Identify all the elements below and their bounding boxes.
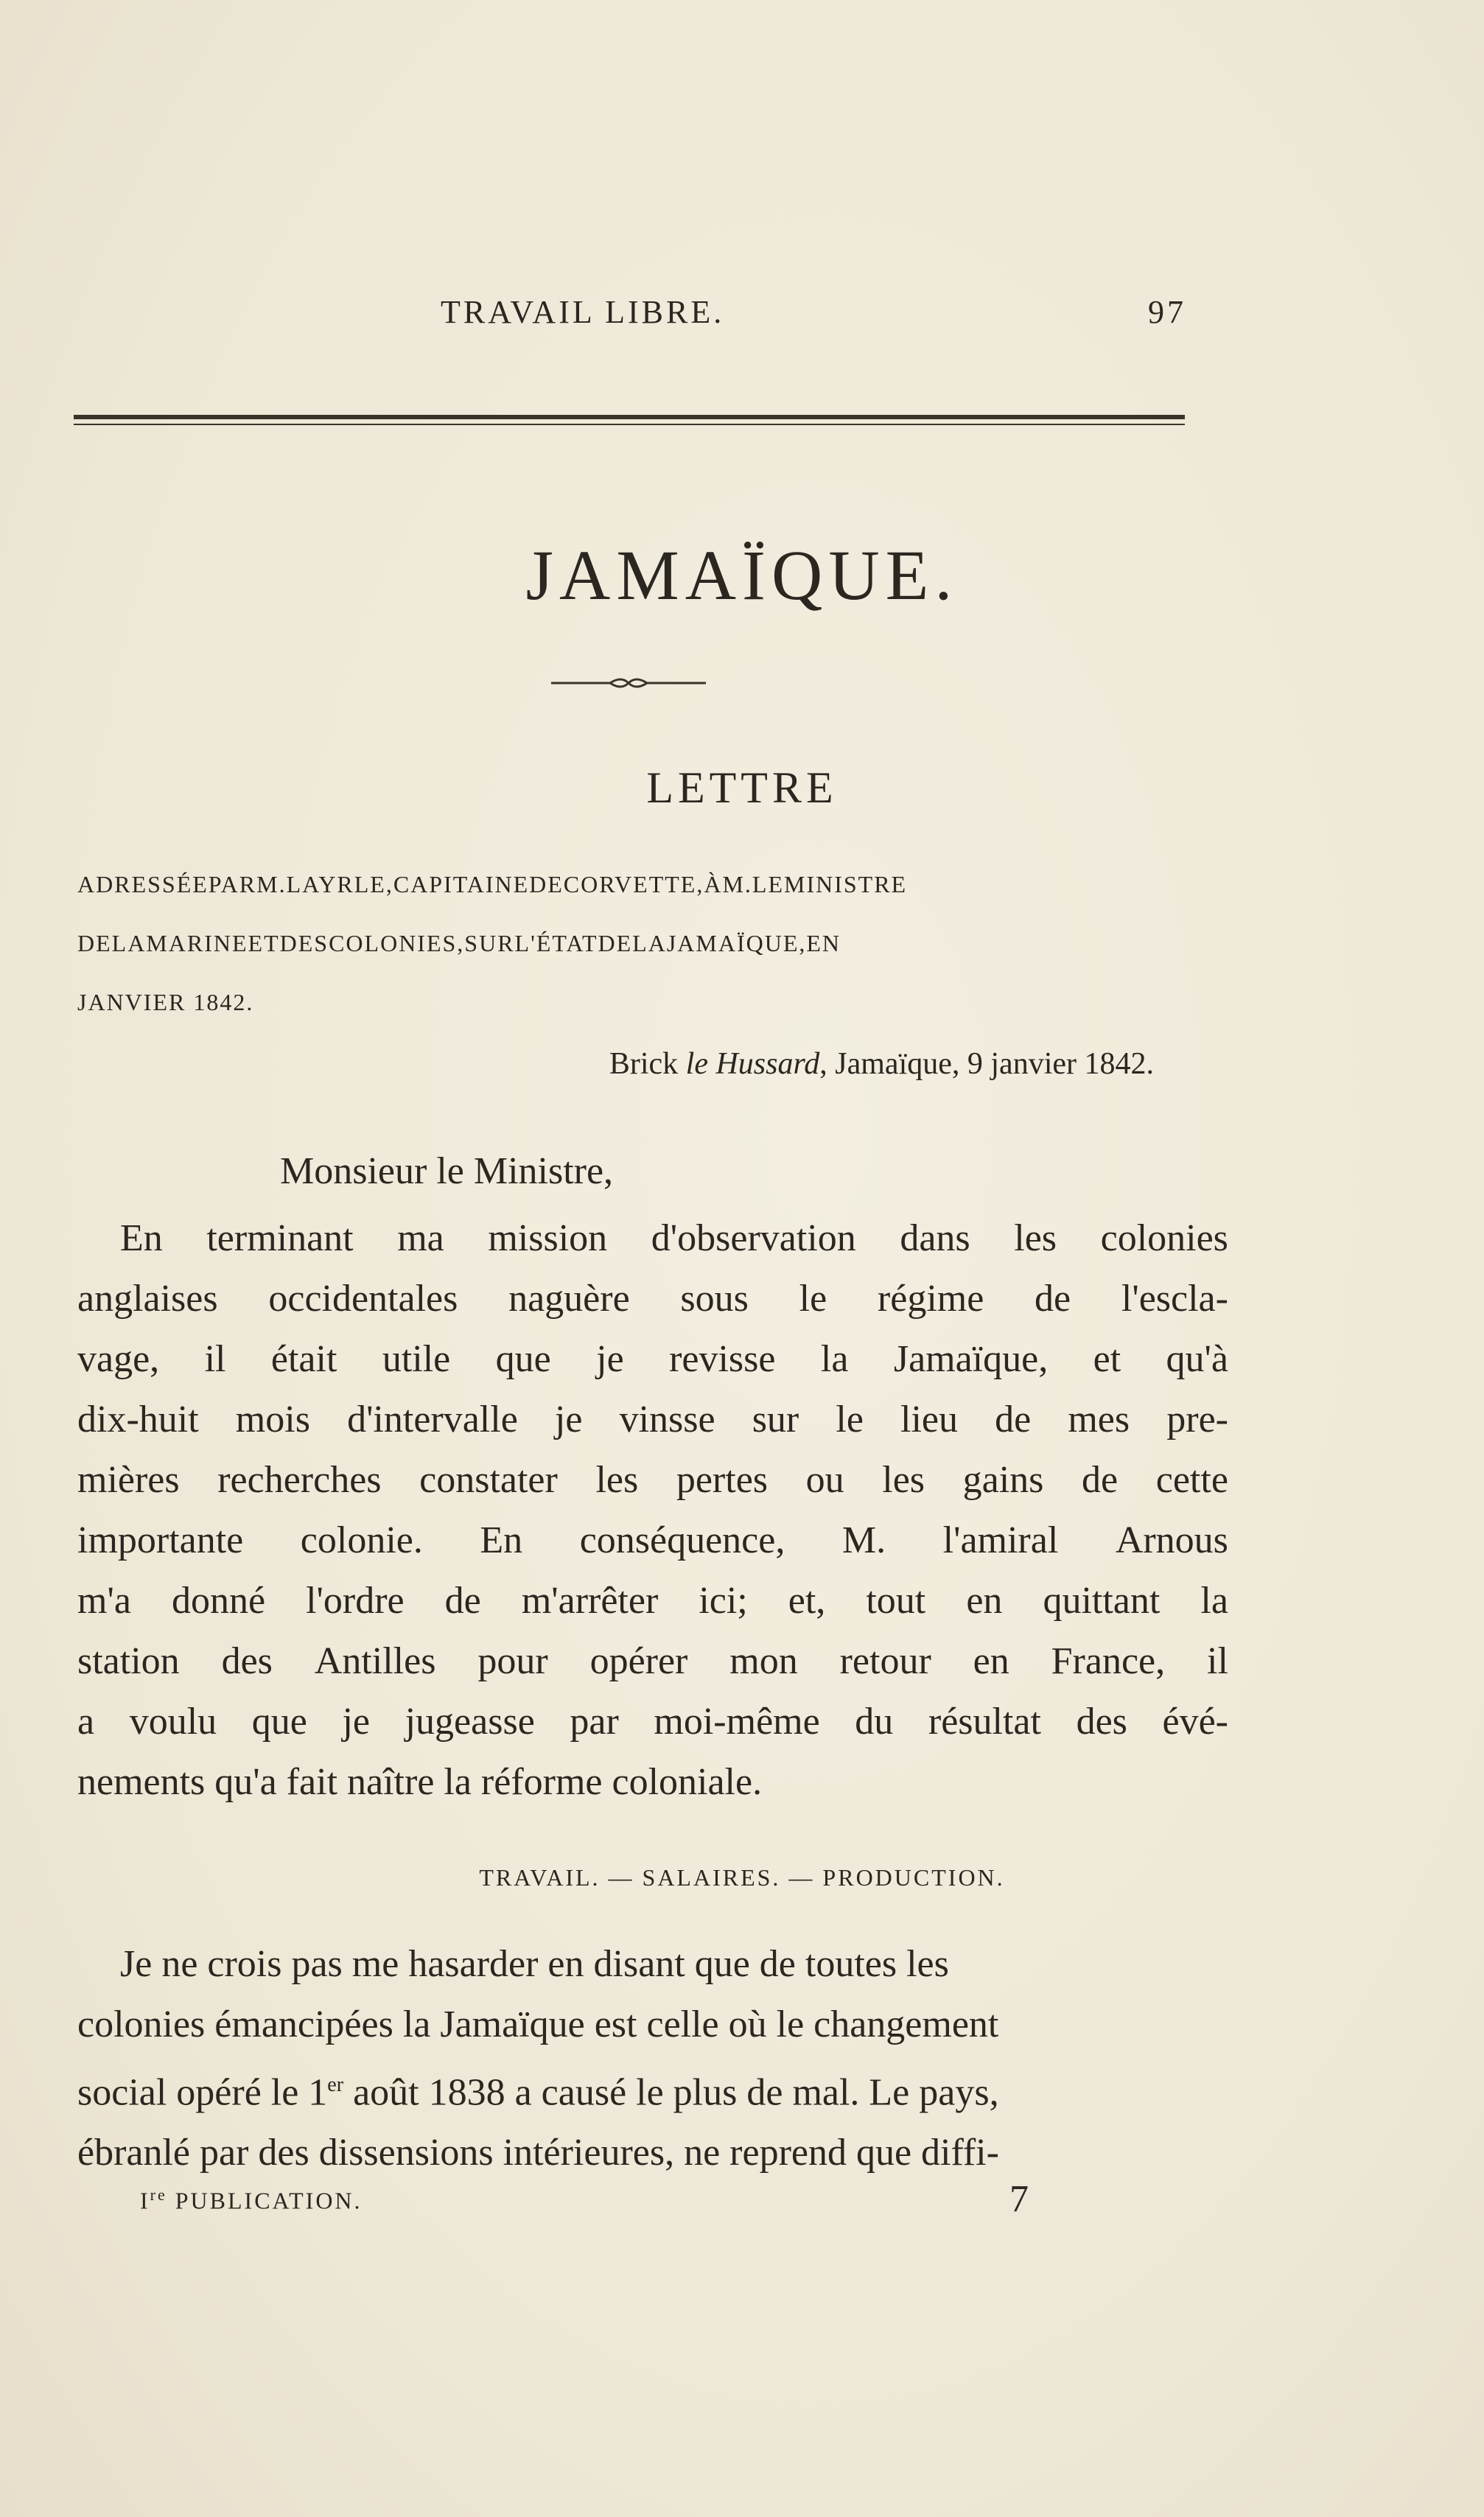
paragraph-1-word: résultat	[928, 1701, 1041, 1743]
paragraph-1-word: d'intervalle	[347, 1398, 518, 1440]
paragraph-1-word: de	[444, 1580, 481, 1622]
paragraph-1-word: Antilles	[314, 1640, 436, 1682]
paragraph-1-word: le	[799, 1278, 827, 1320]
paragraph-2-line: ébranlé par des dissensions intérieures, ne reprend que diffi-	[77, 2132, 999, 2174]
subtitle-word: PAR	[208, 871, 257, 897]
paragraph-1-word: jugeasse	[405, 1701, 535, 1743]
paragraph-1-word: conséquence,	[579, 1519, 785, 1561]
paragraph-1-word: En	[480, 1519, 523, 1561]
ornament-divider-icon	[551, 674, 706, 692]
paragraph-1-line	[77, 1208, 1228, 1269]
subtitle-word: CAPITAINE	[393, 871, 530, 897]
paragraph-1-word: dix-huit	[77, 1398, 199, 1440]
paragraph-1-line	[77, 1329, 1228, 1390]
subtitle-word: MARINE	[146, 930, 248, 956]
paragraph-1-word: occidentales	[268, 1278, 458, 1320]
paragraph-1-word: colonies	[1100, 1217, 1228, 1259]
paragraph-1-word: la	[820, 1338, 849, 1380]
paragraph-1-word: moi-même	[654, 1701, 820, 1743]
paragraph-1-word: terminant	[206, 1217, 354, 1259]
paragraph-1-word: colonie.	[300, 1519, 423, 1561]
paragraph-1-word: ou	[805, 1459, 844, 1501]
paragraph-1-word: pertes	[676, 1459, 769, 1501]
subtitle-line-3: JANVIER 1842.	[77, 989, 254, 1015]
subtitle-word: MINISTRE	[783, 871, 908, 897]
paragraph-1-word: il	[1207, 1640, 1228, 1682]
paragraph-1-word: et,	[788, 1580, 826, 1622]
paragraph-1-word: Jamaïque,	[893, 1338, 1049, 1380]
paragraph-1-word: m'a	[77, 1580, 131, 1622]
subtitle-word: DE	[598, 930, 633, 956]
dateline-prefix: Brick	[609, 1047, 686, 1081]
paragraph-1-word: par	[570, 1701, 619, 1743]
subtitle-word: ADRESSÉE	[77, 871, 209, 897]
dateline	[505, 1046, 1154, 1082]
subtitle-line-2	[77, 914, 1227, 973]
paragraph-1-word: et	[1093, 1338, 1121, 1380]
paragraph-1-word: France,	[1051, 1640, 1166, 1682]
paragraph-1-word: que	[495, 1338, 551, 1380]
subtitle-line-1	[77, 855, 1227, 914]
paragraph-1-line	[77, 1269, 1228, 1329]
paragraph-2-line: colonies émancipées la Jamaïque est celle où le changement	[77, 2003, 999, 2045]
paragraph-1-line	[77, 1571, 1228, 1631]
paragraph-1-word: retour	[839, 1640, 931, 1682]
paragraph-1-word: de	[1035, 1278, 1071, 1320]
paragraph-1-word: vage,	[77, 1338, 160, 1380]
subtitle-word: M.	[256, 871, 287, 897]
paragraph-1-word: ici;	[699, 1580, 748, 1622]
paragraph-1-line	[77, 1390, 1228, 1450]
paragraph-1-word: opérer	[589, 1640, 688, 1682]
subtitle-word: EN	[806, 930, 841, 956]
paragraph-1-word: les	[595, 1459, 639, 1501]
subtitle-word: JAMAÏQUE,	[666, 930, 807, 956]
subtitle-word: LA	[632, 930, 667, 956]
paragraph-1-word: a	[77, 1701, 95, 1743]
paragraph-1-word: de	[995, 1398, 1032, 1440]
paragraph-1-word: des	[221, 1640, 273, 1682]
paragraph-1-word: les	[1014, 1217, 1057, 1259]
paragraph-1-word: régime	[877, 1278, 984, 1320]
page-number: 97	[1148, 294, 1186, 330]
running-head	[413, 293, 1186, 345]
paragraph-1-line	[77, 1510, 1228, 1571]
paragraph-1-word: mois	[235, 1398, 310, 1440]
paragraph-1-word: importante	[77, 1519, 244, 1561]
paragraph-1-word: l'ordre	[306, 1580, 405, 1622]
subtitle-word: À	[704, 871, 723, 897]
paragraph-1-word: quittant	[1043, 1580, 1161, 1622]
paragraph-1-word: sous	[680, 1278, 749, 1320]
signature-number: 7	[1009, 2178, 1029, 2220]
paragraph-1-word: ma	[397, 1217, 444, 1259]
subtitle-word: SUR	[464, 930, 515, 956]
paragraph-2-line-3-part: social opéré le 1er août 1838 a causé le plus de mal. Le pays,	[77, 2071, 999, 2114]
paragraph-1-word: mes	[1068, 1398, 1130, 1440]
paragraph-1-word: pre-	[1166, 1398, 1228, 1440]
letter-heading: LETTRE	[646, 763, 838, 812]
paragraph-2-line	[77, 2055, 1228, 2123]
paragraph-1-word: naguère	[508, 1278, 630, 1320]
paragraph-1-word: des	[1076, 1701, 1127, 1743]
paragraph-1-word: en	[966, 1580, 1003, 1622]
paragraph-1-word: en	[973, 1640, 1009, 1682]
paragraph-1-word: voulu	[129, 1701, 217, 1743]
paragraph-1-word: Arnous	[1115, 1519, 1228, 1561]
paragraph-1-word: mières	[77, 1459, 180, 1501]
paragraph-1-word: les	[882, 1459, 925, 1501]
subtitle-word: DES	[279, 930, 329, 956]
header-double-rule	[74, 415, 1185, 425]
paragraph-1-word: il	[204, 1338, 226, 1380]
paragraph-1-line: nements qu'a fait naître la réforme coloniale.	[77, 1761, 763, 1803]
section-title: JAMAÏQUE.	[525, 536, 959, 615]
paragraph-1	[77, 1208, 1228, 1813]
subtitle-word: ET	[248, 930, 280, 956]
paragraph-1-word: anglaises	[77, 1278, 218, 1320]
paragraph-1-word: recherches	[217, 1459, 382, 1501]
paragraph-1-word: gains	[962, 1459, 1044, 1501]
paragraph-1-word: m'arrêter	[521, 1580, 659, 1622]
paragraph-1-word: du	[855, 1701, 894, 1743]
paragraph-1-word: revisse	[669, 1338, 776, 1380]
subtitle-word: LAYRLE,	[286, 871, 393, 897]
subtitle-word: M.	[722, 871, 752, 897]
paragraph-1-word: évé-	[1162, 1701, 1228, 1743]
paragraph-1-word: de	[1082, 1459, 1119, 1501]
subtitle-word: DE	[529, 871, 564, 897]
paragraph-2	[77, 1934, 1228, 2183]
paragraph-1-word: d'observation	[651, 1217, 856, 1259]
paragraph-1-word: tout	[866, 1580, 926, 1622]
paragraph-1-word: l'amiral	[942, 1519, 1059, 1561]
letter-subtitle	[77, 855, 1227, 1032]
paragraph-1-word: que	[251, 1701, 307, 1743]
paragraph-2-line: Je ne crois pas me hasarder en disant que de toutes les	[120, 1943, 949, 1985]
paragraph-1-word: M.	[841, 1519, 886, 1561]
paragraph-1-word: En	[120, 1217, 163, 1259]
paragraph-1-word: dans	[900, 1217, 970, 1259]
paragraph-1-word: je	[596, 1338, 624, 1380]
paragraph-1-word: le	[836, 1398, 864, 1440]
paragraph-1-line	[77, 1631, 1228, 1692]
paragraph-1-word: sur	[752, 1398, 799, 1440]
subtitle-word: LA	[111, 930, 147, 956]
paragraph-1-word: cette	[1155, 1459, 1228, 1501]
paragraph-1-word: je	[554, 1398, 583, 1440]
dateline-suffix: , Jamaïque, 9 janvier 1842.	[819, 1047, 1154, 1081]
paragraph-1-word: l'escla-	[1121, 1278, 1228, 1320]
printer-signature-mark: Ire PUBLICATION.	[140, 2185, 363, 2214]
paragraph-1-line	[77, 1450, 1228, 1510]
paragraph-1-word: était	[270, 1338, 337, 1380]
subtitle-word: L'ÉTAT	[514, 930, 598, 956]
dateline-ship-name: le Hussard	[685, 1047, 820, 1081]
paragraph-1-word: constater	[419, 1459, 558, 1501]
paragraph-1-line	[77, 1692, 1228, 1752]
paragraph-1-word: lieu	[900, 1398, 959, 1440]
paragraph-1-word: mon	[729, 1640, 798, 1682]
paragraph-1-word: donné	[171, 1580, 266, 1622]
paragraph-1-word: pour	[477, 1640, 548, 1682]
paragraph-1-word: la	[1200, 1580, 1228, 1622]
subtitle-word: DE	[77, 930, 112, 956]
subtitle-word: LE	[752, 871, 784, 897]
subtitle-word: CORVETTE,	[563, 871, 704, 897]
paragraph-1-word: je	[342, 1701, 370, 1743]
salutation: Monsieur le Ministre,	[280, 1150, 614, 1192]
subheading: TRAVAIL. — SALAIRES. — PRODUCTION.	[479, 1864, 1005, 1891]
paragraph-1-word: station	[77, 1640, 180, 1682]
subtitle-word: COLONIES,	[329, 930, 465, 956]
paragraph-1-word: vinsse	[619, 1398, 715, 1440]
paragraph-1-word: utile	[382, 1338, 451, 1380]
paragraph-1-word: mission	[488, 1217, 608, 1259]
running-head-title: TRAVAIL LIBRE.	[441, 294, 725, 330]
paragraph-1-word: qu'à	[1166, 1338, 1228, 1380]
